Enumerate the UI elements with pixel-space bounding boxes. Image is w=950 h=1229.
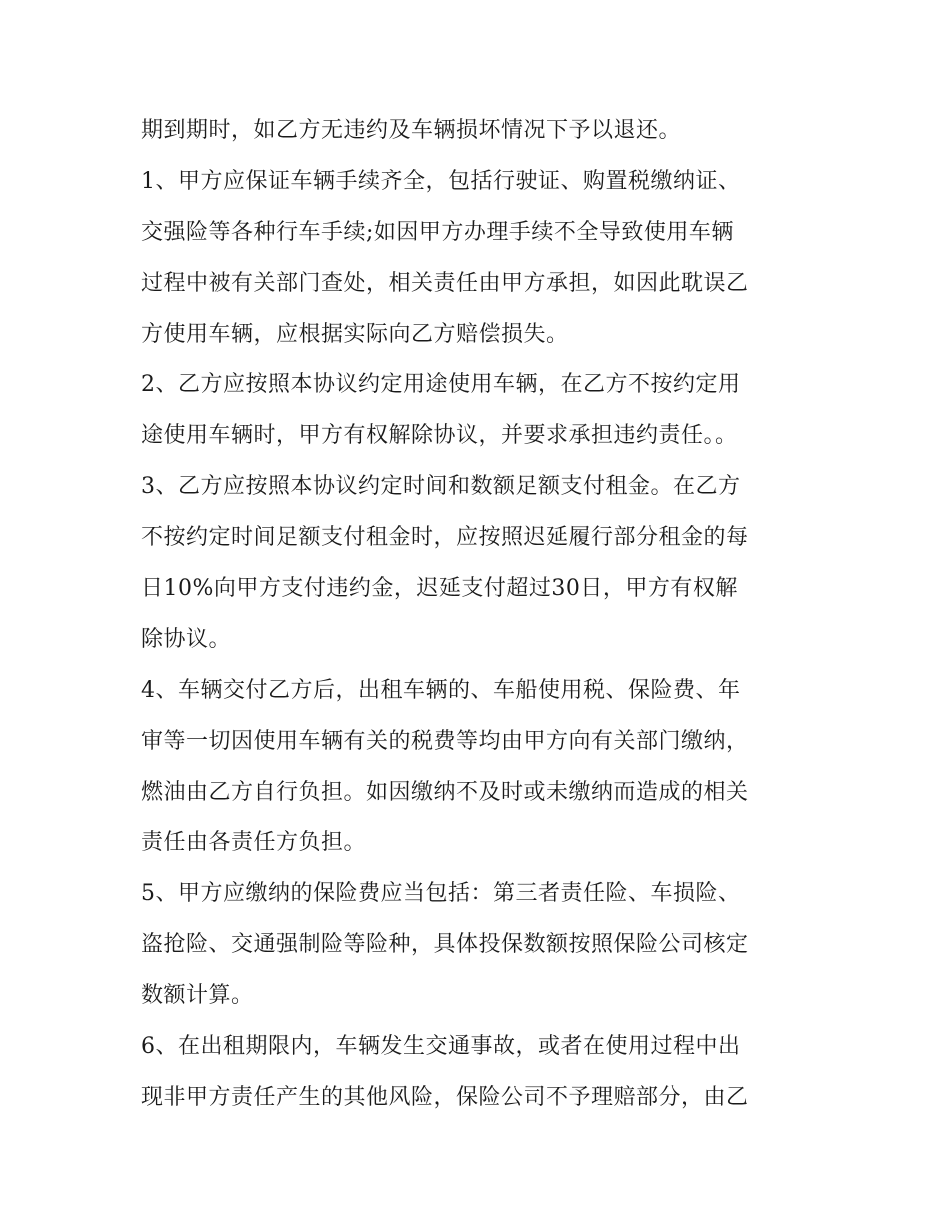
text-line: 审等一切因使用车辆有关的税费等均由甲方向有关部门缴纳，	[141, 728, 749, 754]
clause-1-line: 1、甲方应保证车辆手续齐全，包括行驶证、购置税缴纳证、	[141, 168, 741, 194]
text-line: 现非甲方责任产生的其他风险，保险公司不予理赔部分，由乙	[141, 1084, 749, 1110]
text-line: 方使用车辆，应根据实际向乙方赔偿损失。	[141, 321, 569, 347]
clause-2-line: 2、乙方应按照本协议约定用途使用车辆，在乙方不按约定用	[141, 372, 741, 398]
text-line: 途使用车辆时，甲方有权解除协议，并要求承担违约责任。。	[141, 423, 738, 449]
text-line: 责任由各责任方负担。	[141, 830, 367, 856]
text-line: 期到期时，如乙方无违约及车辆损坏情况下予以退还。	[141, 118, 682, 143]
clause-3-line: 3、乙方应按照本协议约定时间和数额足额支付租金。在乙方	[141, 474, 741, 500]
text-line: 数额计算。	[141, 983, 254, 1009]
text-line: 日10%向甲方支付违约金，迟延支付超过30日，甲方有权解	[141, 576, 738, 602]
text-line: 盗抢险、交通强制险等险种，具体投保数额按照保险公司核定	[141, 932, 749, 958]
clause-5-line: 5、甲方应缴纳的保险费应当包括：第三者责任险、车损险、	[141, 881, 741, 907]
text-line: 不按约定时间足额支付租金时，应按照迟延履行部分租金的每	[141, 525, 749, 551]
text-line: 交强险等各种行车手续;如因甲方办理手续不全导致使用车辆	[141, 219, 734, 245]
clause-4-line: 4、车辆交付乙方后，出租车辆的、车船使用税、保险费、年	[141, 677, 741, 703]
document-body	[141, 106, 813, 1124]
text-line: 燃油由乙方自行负担。如因缴纳不及时或未缴纳而造成的相关	[141, 779, 749, 805]
text-line: 过程中被有关部门查处，相关责任由甲方承担，如因此耽误乙	[141, 270, 749, 296]
clause-6-line: 6、在出租期限内，车辆发生交通事故，或者在使用过程中出	[141, 1034, 741, 1060]
text-line: 除协议。	[141, 626, 232, 652]
